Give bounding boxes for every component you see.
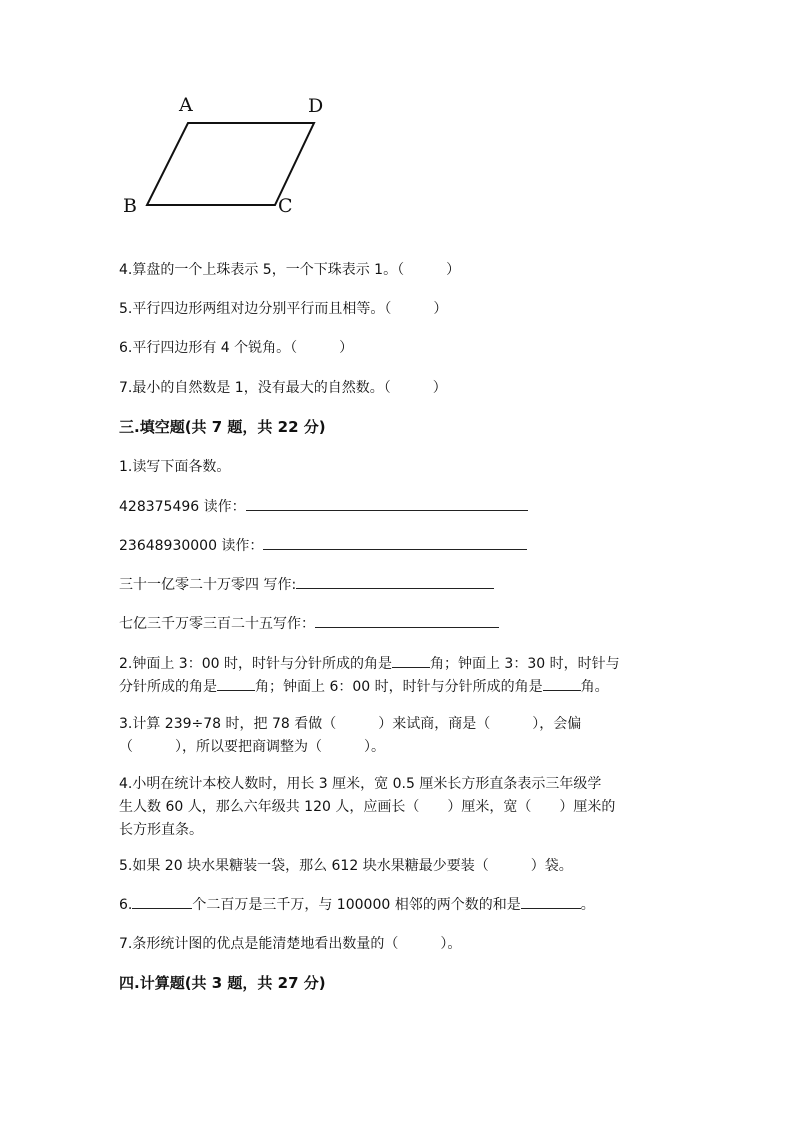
- q2-text-a: 2.钟面上 3：00 时，时针与分针所成的角是: [119, 656, 392, 672]
- answer-blank[interactable]: [217, 676, 255, 691]
- fill-question-2-line-1: [119, 653, 620, 675]
- vertex-label-c: C: [278, 195, 293, 217]
- fill-question-4-line-3: 长方形直条。: [119, 822, 203, 838]
- fill-question-3-line-1: 3.计算 239÷78 时，把 78 看做（ ）来试商，商是（ ），会偏: [119, 716, 582, 732]
- section-title-calculation: 四.计算题(共 3 题，共 27 分): [119, 974, 326, 992]
- q6-text-b: 个二百万是三千万，与 100000 相邻的两个数的和是: [192, 897, 521, 913]
- q2-text-e: 角。: [580, 679, 609, 695]
- answer-blank[interactable]: [246, 496, 528, 511]
- fill-question-1-row-1: [119, 496, 528, 518]
- judge-question-6: 6.平行四边形有 4 个锐角。（ ）: [119, 340, 354, 356]
- judge-question-7: 7.最小的自然数是 1，没有最大的自然数。（ ）: [119, 380, 447, 396]
- vertex-label-a: A: [179, 94, 193, 116]
- q6-text-a: 6.: [119, 897, 133, 913]
- q2-text-c: 分针所成的角是: [119, 679, 217, 695]
- fill-question-1-row-2: [119, 535, 527, 557]
- vertex-label-d: D: [308, 95, 324, 117]
- answer-blank[interactable]: [392, 653, 430, 668]
- parallelogram-figure: [110, 90, 350, 230]
- row-3-label: 三十一亿零二十万零四 写作:: [119, 577, 297, 593]
- answer-blank[interactable]: [296, 574, 494, 589]
- answer-blank[interactable]: [132, 894, 192, 909]
- row-4-label: 七亿三千万零三百二十五写作：: [119, 616, 315, 632]
- q2-text-d: 角；钟面上 6：00 时，时针与分针所成的角是: [255, 679, 543, 695]
- fill-question-2-line-2: [119, 676, 609, 698]
- fill-question-1-row-4: [119, 613, 499, 635]
- q2-text-b: 角；钟面上 3：30 时，时针与: [429, 656, 620, 672]
- fill-question-4-line-1: 4.小明在统计本校人数时，用长 3 厘米，宽 0.5 厘米长方形直条表示三年级学: [119, 776, 602, 792]
- parallelogram-shape: [147, 123, 314, 205]
- fill-question-4-line-2: 生人数 60 人，那么六年级共 120 人，应画长（ ）厘米，宽（ ）厘米的: [119, 799, 616, 815]
- vertex-label-b: B: [123, 195, 137, 217]
- fill-question-5: 5.如果 20 块水果糖装一袋，那么 612 块水果糖最少要装（ ）袋。: [119, 858, 573, 874]
- fill-question-3-line-2: （ ），所以要把商调整为（ ）。: [119, 739, 385, 755]
- fill-question-7: 7.条形统计图的优点是能清楚地看出数量的（ ）。: [119, 936, 462, 952]
- q6-text-c: 。: [580, 897, 595, 913]
- answer-blank[interactable]: [263, 535, 527, 550]
- answer-blank[interactable]: [521, 894, 581, 909]
- row-1-label: 428375496 读作：: [119, 499, 246, 515]
- fill-question-1-title: 1.读写下面各数。: [119, 459, 231, 475]
- answer-blank[interactable]: [543, 676, 581, 691]
- judge-question-5: 5.平行四边形两组对边分别平行而且相等。（ ）: [119, 301, 448, 317]
- judge-question-4: 4.算盘的一个上珠表示 5，一个下珠表示 1。（ ）: [119, 262, 461, 278]
- answer-blank[interactable]: [315, 613, 499, 628]
- fill-question-6: [119, 894, 595, 916]
- section-title-fill-blank: 三.填空题(共 7 题，共 22 分): [119, 418, 326, 436]
- fill-question-1-row-3: [119, 574, 494, 596]
- row-2-label: 23648930000 读作：: [119, 538, 264, 554]
